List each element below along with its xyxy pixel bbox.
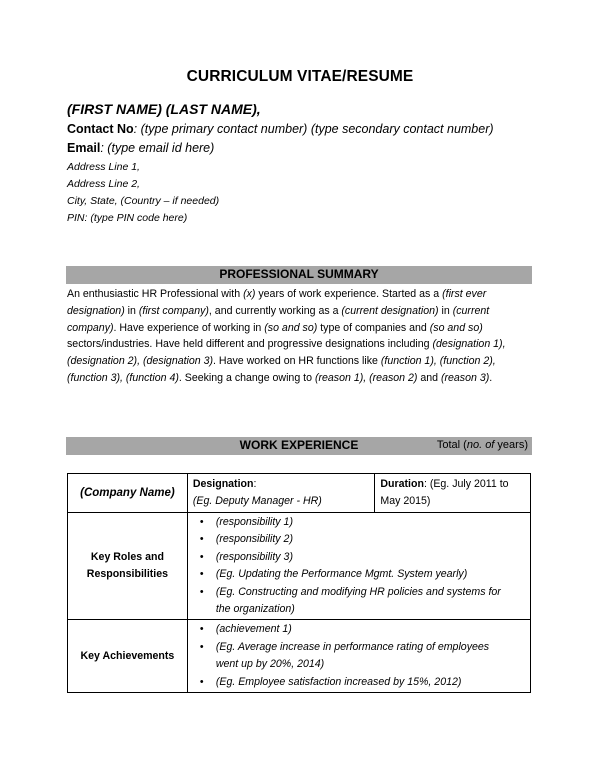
bullet-icon: • [199,675,204,688]
list-item [199,531,530,548]
total-suffix: years) [494,439,528,451]
achievement-text: went up by 20%, 2014) [215,658,325,671]
address-city: City, State, (Country – if needed) [67,195,220,207]
bullet-icon: • [199,568,204,581]
total-prefix: Total ( [436,439,467,451]
email-line [67,141,214,155]
designation-value: (Eg. Deputy Manager - HR) [192,495,322,507]
email-value: : (type email id here) [100,141,215,155]
table-row [68,474,531,513]
summary-line: company). Have experience of working in (so and so) type of companies and (so and so) [67,321,483,334]
list-item [199,621,530,638]
list-item [199,584,530,601]
list-item-continuation [216,656,530,673]
achievements-cell [187,620,530,693]
summary-line: designation) in (first company), and currently working as a (current designation) in (current [67,304,490,317]
achievement-text: (achievement 1) [215,623,292,636]
duration-value-1: : (Eg. July 2011 to [423,478,509,490]
list-item [199,639,530,656]
work-experience-table [67,473,531,693]
role-text: (Eg. Constructing and modifying HR policies and systems for [215,585,501,598]
role-text: (responsibility 2) [215,533,293,546]
bullet-icon: • [199,623,204,636]
document-title: CURRICULUM VITAE/RESUME [186,68,414,85]
summary-heading: PROFESSIONAL SUMMARY [219,267,379,281]
pin-line: PIN: (type PIN code here) [67,212,188,224]
duration-cell [375,474,531,513]
role-text: the organization) [215,603,295,616]
work-heading-bar [66,437,532,455]
total-years [437,439,528,451]
summary-line: (function 3), (function 4). Seeking a change owing to (reason 1), (reason 2) and (reason 3). [67,371,493,384]
list-item [199,514,530,531]
roles-label-line-1: Key Roles and [90,551,164,564]
roles-cell [187,513,530,620]
roles-label-line-2: Responsibilities [86,568,169,581]
roles-label [68,513,188,620]
bullet-icon: • [199,533,204,546]
achievement-text: (Eg. Employee satisfaction increased by 15%, 2012) [215,675,462,688]
work-heading: WORK EXPERIENCE [239,438,359,452]
duration-label: Duration [380,478,424,490]
bullet-icon: • [199,640,204,653]
address-line-1: Address Line 1, [67,161,140,173]
designation-cell: Designation: (Eg. Deputy Manager - HR) [187,474,375,513]
email-label: Email [67,141,101,155]
duration-value-2: May 2015) [380,495,431,507]
achievement-text: (Eg. Average increase in performance rating of employees [215,640,490,653]
table-row [68,513,531,620]
total-italic: no. of [466,439,495,451]
summary-text [67,286,531,387]
achievements-label: Key Achievements [68,620,188,693]
role-text: (responsibility 3) [215,550,293,563]
full-name: (FIRST NAME) (LAST NAME), [67,101,261,117]
summary-line: (designation 2), (designation 3). Have worked on HR functions like (function 1), (function 2), [67,355,496,368]
bullet-icon: • [199,516,204,528]
address-line-2: Address Line 2, [67,178,140,190]
roles-list [188,514,530,618]
contact-value: : (type primary contact number) (type secondary contact number) [133,122,494,136]
list-item [199,566,530,583]
role-text: (responsibility 1) [215,516,293,528]
designation-label: Designation [192,478,254,490]
role-text: (Eg. Updating the Performance Mgmt. System yearly) [215,568,468,581]
list-item [199,674,530,691]
table-row [68,620,531,693]
bullet-icon: • [199,550,204,563]
contact-label: Contact No [67,122,134,136]
company-name: (Company Name) [68,474,188,513]
summary-line: sectors/industries. Have held different and progressive designations including (designation 1), [67,338,506,351]
contact-line [67,122,494,136]
list-item [199,549,530,566]
list-item-continuation [216,601,530,618]
achievements-list [188,621,530,691]
summary-line: An enthusiastic HR Professional with (x) years of work experience. Started as a (first ever [67,288,487,300]
summary-heading-bar [66,266,532,284]
bullet-icon: • [199,585,204,598]
